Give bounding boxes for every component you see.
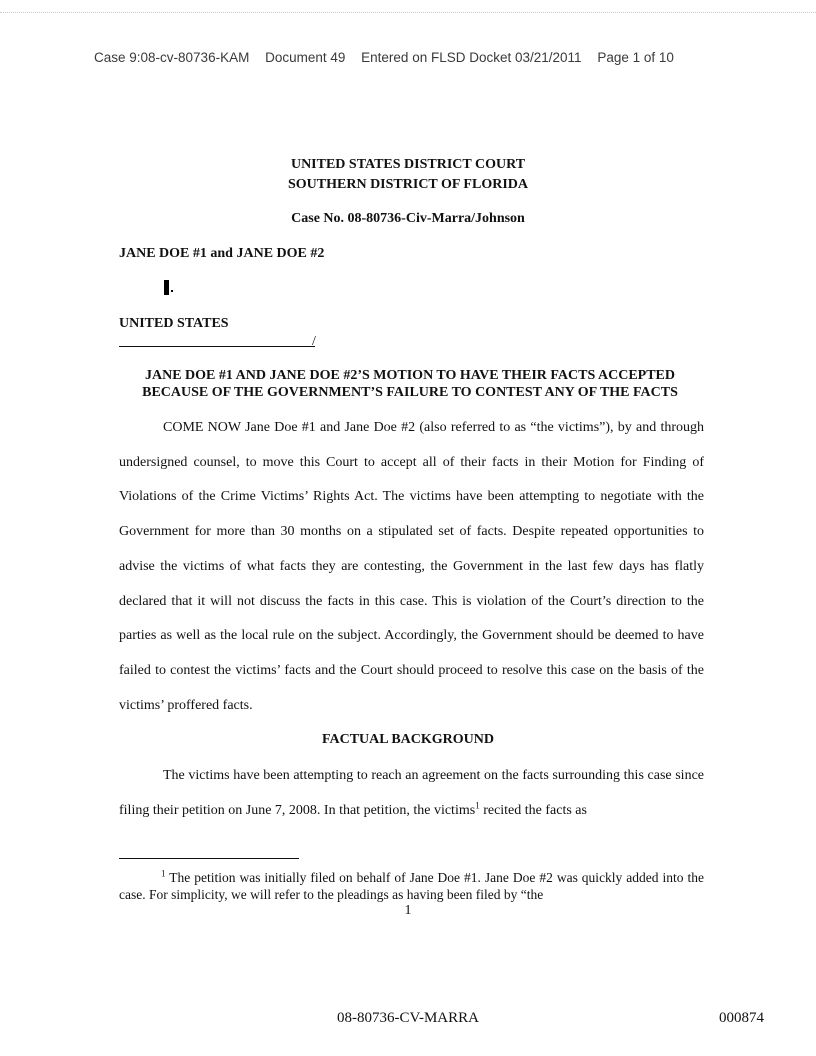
ecf-entered-date: Entered on FLSD Docket 03/21/2011	[361, 50, 582, 65]
intro-paragraph-block	[119, 411, 704, 723]
background-text-before-note: The victims have been attempting to reach an agreement on the facts surrounding this case since filing their petition on June 7, 2008. In that petition, the victims	[119, 768, 704, 818]
case-number: Case No. 08-80736-Civ-Marra/Johnson	[291, 211, 525, 226]
footnote-separator	[119, 858, 299, 859]
bates-number: 000874	[719, 1010, 764, 1026]
page-number: 1	[404, 903, 412, 918]
motion-title-line-2: BECAUSE OF THE GOVERNMENT’S FAILURE TO CONTEST ANY OF THE FACTS	[142, 385, 678, 400]
ecf-document-number: Document 49	[265, 50, 346, 65]
caption-rule	[119, 346, 315, 347]
ecf-page-count: Page 1 of 10	[597, 50, 674, 65]
motion-title	[110, 367, 710, 401]
footnote-text: The petition was initially filed on behalf of Jane Doe #1. Jane Doe #2 was quickly added into the case. For simplicity, we will refer to the pleadings as having been filed by “the	[119, 870, 704, 902]
redaction-marker-dot	[171, 290, 173, 292]
footnote	[119, 869, 704, 903]
background-paragraph-block	[119, 759, 704, 828]
court-name: UNITED STATES DISTRICT COURT	[290, 157, 526, 172]
caption-plaintiffs: JANE DOE #1 and JANE DOE #2	[119, 246, 325, 261]
intro-paragraph: COME NOW Jane Doe #1 and Jane Doe #2 (also referred to as “the victims”), by and through undersigned counsel, to move this Court to accept all of their facts in their Motion for Finding of Violations of the Crime Victims’ Rights Act. The victims have been attempting to negotiate with the Government for more than 30 months on a stipulated set of facts. Despite repeated opportunities to advise the victims of what facts they are contesting, the Government in the last few days has flatly declared that it will not discuss the facts in this case. This is violation of the Court’s direction to the parties as well as the local rule on the subject. Accordingly, the Government should be deemed to have failed to contest the victims’ facts and the Court should proceed to resolve this case on the basis of the victims’ proffered facts.	[119, 420, 704, 713]
court-district: SOUTHERN DISTRICT OF FLORIDA	[288, 177, 528, 192]
background-paragraph	[119, 759, 704, 828]
section-heading: FACTUAL BACKGROUND	[321, 732, 495, 747]
footnote-reference: 1	[475, 800, 480, 811]
scan-artifact-top	[0, 0, 816, 13]
bates-case-label: 08-80736-CV-MARRA	[337, 1010, 479, 1026]
ecf-case-number: Case 9:08-cv-80736-KAM	[94, 50, 250, 65]
background-text-after-note: recited the facts as	[479, 802, 587, 818]
footnote-number: 1	[161, 868, 166, 879]
caption-defendant: UNITED STATES	[119, 316, 229, 331]
ecf-header	[94, 50, 754, 65]
motion-title-line-1: JANE DOE #1 AND JANE DOE #2’S MOTION TO HAVE THEIR FACTS ACCEPTED	[144, 368, 676, 383]
redaction-marker	[164, 280, 169, 295]
caption-slash: /	[312, 334, 316, 349]
